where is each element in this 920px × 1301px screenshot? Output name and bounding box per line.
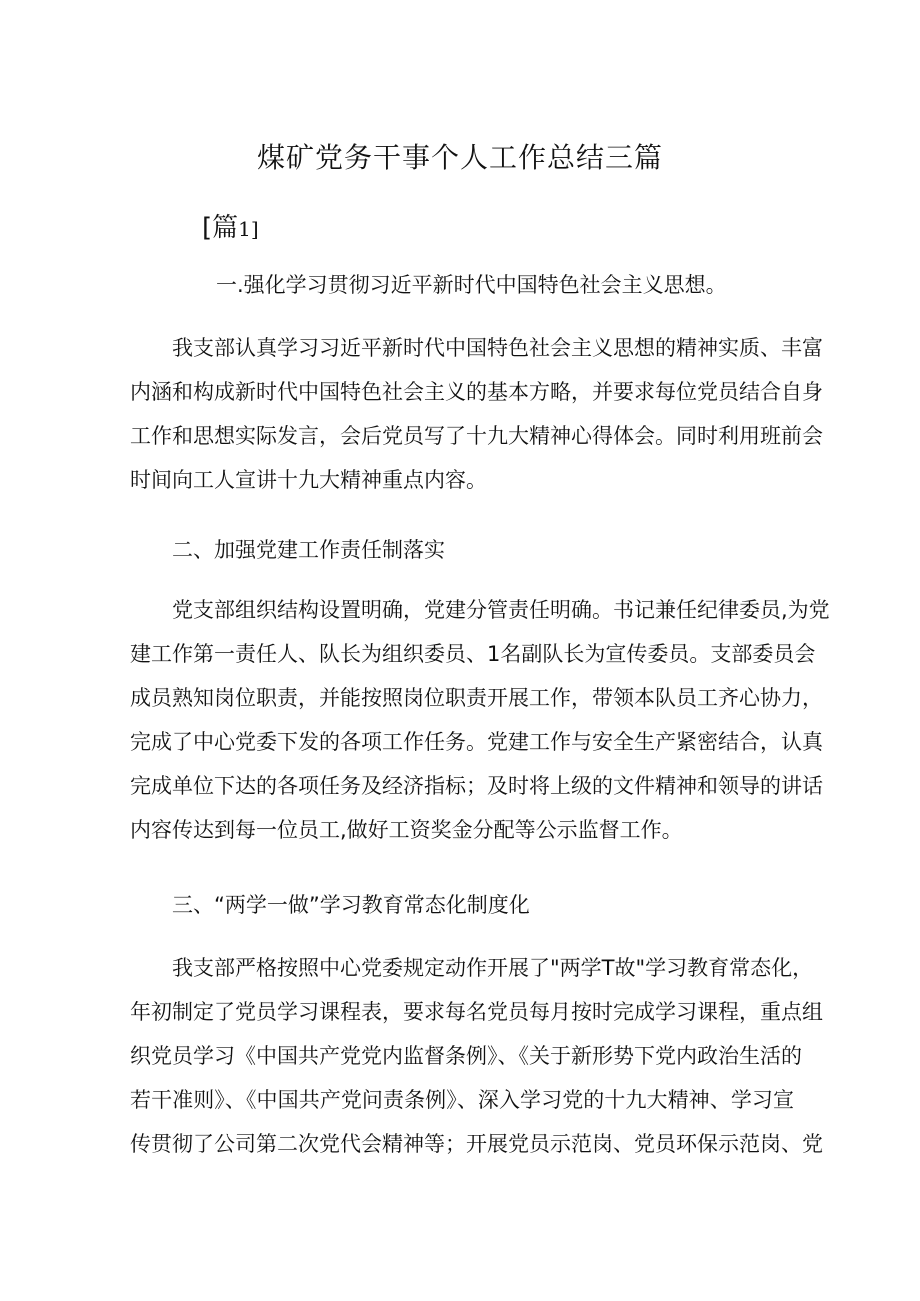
section-2-line-4: 完成了中心党委下发的各项工作任务。党建工作与安全生产紧密结合，认真 xyxy=(130,730,823,754)
document-title: 煤矿党务干事个人工作总结三篇 xyxy=(256,141,663,174)
section-3-heading: 三、“两学一做”学习教育常态化制度化 xyxy=(172,893,530,917)
section-2-heading: 二、加强党建工作责任制落实 xyxy=(172,538,445,562)
section-2-line-2: 建工作第一责任人、队长为组织委员、1名副队长为宣传委员。支部委员会 xyxy=(130,642,816,666)
section-3-line-3: 织党员学习《中国共产党党内监督条例》、《关于新形势下党内政治生活的 xyxy=(130,1044,802,1068)
part-label xyxy=(202,206,259,251)
section-3-line-5: 传贯彻了公司第二次党代会精神等；开展党员示范岗、党员环保示范岗、党 xyxy=(130,1132,823,1156)
section-1-line-2: 内涵和构成新时代中国特色社会主义的基本方略，并要求每位党员结合自身 xyxy=(130,380,823,404)
section-1-line-4: 时间向工人宣讲十九大精神重点内容。 xyxy=(130,468,487,492)
section-3-line-1: 我支部严格按照中心党委规定动作开展了"两学T故"学习教育常态化， xyxy=(172,956,814,980)
section-1-line-3: 工作和思想实际发言，会后党员写了十九大精神心得体会。同时利用班前会 xyxy=(130,424,823,448)
section-2-line-3: 成员熟知岗位职责，并能按照岗位职责开展工作，带领本队员工齐心协力， xyxy=(130,686,823,710)
section-3-line-4: 若干准则》、《中国共产党问责条例》、深入学习党的十九大精神、学习宣 xyxy=(130,1088,794,1112)
part-label-text: [篇 xyxy=(202,213,239,243)
part-label-number: 1] xyxy=(238,217,259,241)
section-1-heading: 一.强化学习贯彻习近平新时代中国特色社会主义思想。 xyxy=(216,273,727,297)
section-2-line-1: 党支部组织结构设置明确，党建分管责任明确。书记兼任纪律委员,为党 xyxy=(172,598,830,622)
section-2-line-5: 完成单位下达的各项任务及经济指标；及时将上级的文件精神和领导的讲话 xyxy=(130,774,823,798)
section-3-line-2: 年初制定了党员学习课程表，要求每名党员每月按时完成学习课程，重点组 xyxy=(130,1000,823,1024)
section-1-line-1: 我支部认真学习习近平新时代中国特色社会主义思想的精神实质、丰富 xyxy=(172,336,823,360)
section-2-line-6: 内容传达到每一位员工,做好工资奖金分配等公示监督工作。 xyxy=(130,818,683,842)
